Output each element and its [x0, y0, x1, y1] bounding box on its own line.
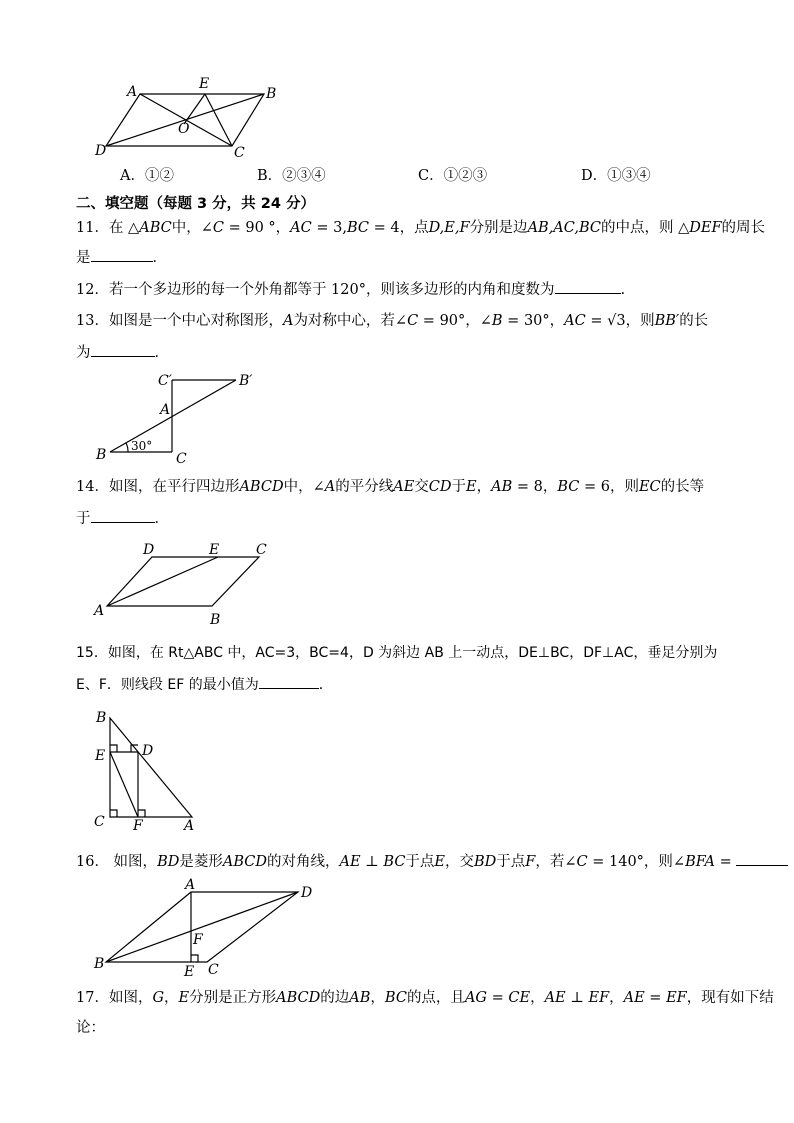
- fig15-label-c: C: [94, 814, 105, 830]
- fig14-label-d: D: [143, 542, 155, 558]
- fig13-label-b-prime: B′: [239, 373, 253, 389]
- question-15-line-2: E、F．则线段 EF 的最小值为 ．: [76, 674, 333, 695]
- fig15-label-f: F: [133, 818, 143, 834]
- fig16-label-f: F: [193, 932, 203, 948]
- option-d[interactable]: D．①③④: [581, 168, 651, 184]
- question-16: 16． 如图，BD是菱形ABCD的对角线，AE ⊥ BC于点E，交BD于点F，若∠C = 140°，则∠BFA =: [76, 851, 788, 872]
- question-17-line-1: 17．如图，G，E分别是正方形ABCD的边AB，BC的点，且AG = CE，AE ⊥ EF，AE = EF，现有如下结: [76, 990, 774, 1006]
- fig13-label-c: C: [176, 451, 187, 467]
- question-13-line-2: 为 ．: [76, 342, 169, 363]
- question-17-line-2: 论：: [76, 1020, 105, 1036]
- option-c[interactable]: C．①②③: [418, 168, 488, 184]
- option-b[interactable]: B．②③④: [257, 168, 326, 184]
- fig15-label-e: E: [95, 748, 106, 764]
- fig16-label-e: E: [184, 964, 195, 980]
- fig1-label-b: B: [266, 86, 277, 102]
- fig15-label-b: B: [96, 710, 107, 726]
- fig15-label-d: D: [142, 743, 154, 759]
- question-12: 12．若一个多边形的每一个外角都等于 120°，则该多边形的内角和度数为 .: [76, 279, 625, 300]
- fig16-label-c: C: [208, 962, 219, 978]
- fig14-label-e: E: [209, 542, 220, 558]
- fig15-label-a: A: [184, 818, 195, 834]
- fig14-label-b: B: [210, 612, 221, 628]
- option-a[interactable]: A．①②: [120, 168, 174, 184]
- fig13-label-a: A: [160, 402, 171, 418]
- section-title: 二、填空题（每题 3 分，共 24 分）: [76, 196, 315, 212]
- fig13-label-c-prime: C′: [158, 373, 172, 389]
- fig1-label-e: E: [199, 76, 210, 92]
- fig1-label-a: A: [127, 84, 138, 100]
- fig13-angle-label: 30°: [131, 439, 153, 453]
- fig16-label-b: B: [94, 956, 105, 972]
- fig16-label-d: D: [301, 885, 313, 901]
- question-11-line-2: 是 ．: [76, 247, 167, 268]
- fig13-label-b: B: [96, 447, 107, 463]
- fig1-label-c: C: [234, 145, 245, 161]
- fig14-label-a: A: [94, 603, 105, 619]
- fig1-label-d: D: [95, 143, 107, 159]
- question-15-line-1: 15．如图，在 Rt△ABC 中，AC=3，BC=4，D 为斜边 AB 上一动点，DE⊥BC，DF⊥AC，垂足分别为: [76, 645, 718, 661]
- fig16-label-a: A: [185, 877, 196, 893]
- question-11-line-1: 11．在 △ABC中，∠C = 90 °，AC = 3,BC = 4，点D,E,F分别是边AB,AC,BC的中点，则 △DEF的周长: [76, 220, 766, 236]
- question-14-line-2: 于 ．: [76, 508, 169, 529]
- fig14-label-c: C: [256, 542, 267, 558]
- fig1-label-o: O: [178, 121, 190, 137]
- question-14-line-1: 14．如图，在平行四边形ABCD中，∠A的平分线AE交CD于E，AB = 8，BC = 6，则EC的长等: [76, 479, 705, 495]
- question-13-line-1: 13．如图是一个中心对称图形，A为对称中心，若∠C = 90°，∠B = 30°，AC = √3，则BB′的长: [76, 313, 709, 329]
